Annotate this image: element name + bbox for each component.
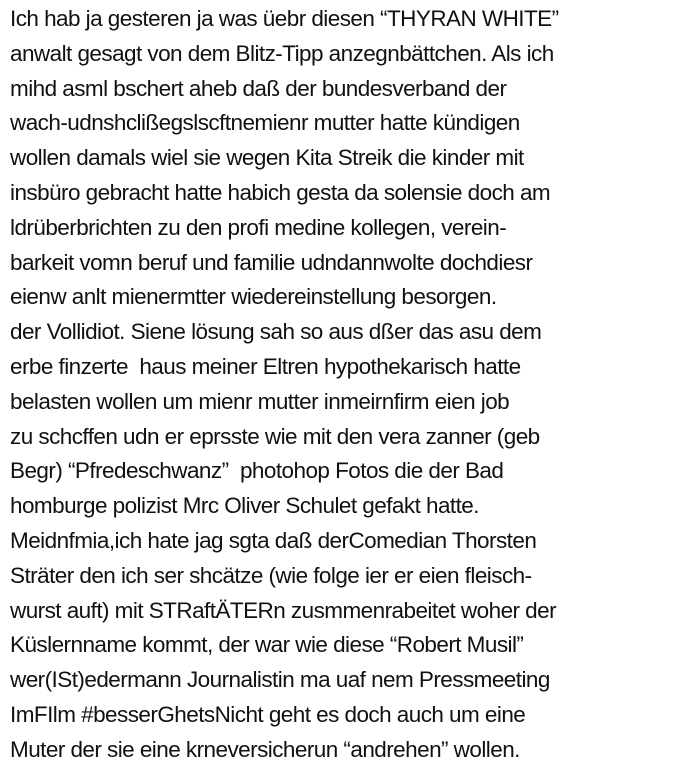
text-line-11: erbe finzerte haus meiner Eltren hypothekarisch hatte [10,353,521,379]
text-line-15: homburge polizist Mrc Oliver Schulet gefakt hatte. [10,493,479,519]
text-line-3: mihd asml bschert aheb daß der bundesverband der [10,75,507,101]
text-line-10: der Vollidiot. Siene lösung sah so aus dßer das asu dem [10,319,542,345]
text-line-22: Muter der sie eine krneversicherun “andrehen” wollen. [10,736,520,762]
text-line-9: eienw anlt mienermtter wiedereinstellung besorgen. [10,284,497,310]
text-line-2: anwalt gesagt von dem Blitz-Tipp anzegnbättchen. Als ich [10,40,554,66]
text-line-7: ldrüberbrichten zu den profi medine kollegen, verein- [10,214,507,240]
text-line-20: wer(ISt)edermann Journalistin ma uaf nem Pressmeeting [10,667,550,693]
text-line-6: insbüro gebracht hatte habich gesta da solensie doch am [10,179,551,205]
text-line-8: barkeit vomn beruf und familie udndannwolte dochdiesr [10,249,533,275]
text-line-19: Küslernname kommt, der war wie diese “Robert Musil” [10,632,524,658]
text-line-1: Ich hab ja gesteren ja was üebr diesen “THYRAN WHITE” [10,6,559,31]
text-line-16: Meidnfmia,ich hate jag sgta daß derComedian Thorsten [10,527,537,553]
text-line-4: wach-udnshclißegslscftnemienr mutter hatte kündigen [10,110,520,136]
text-line-12: belasten wollen um mienr mutter inmeirnfirm eien job [10,388,510,414]
text-line-5: wollen damals wiel sie wegen Kita Streik die kinder mit [10,145,524,171]
text-line-17: Sträter den ich ser shcätze (wie folge ier er eien fleisch- [10,562,532,588]
text-line-21: ImFIlm #besserGhetsNicht geht es doch auch um eine [10,701,526,727]
text-line-18: wurst auft) mit STRaftÄTERn zusmmenrabeitet woher der [10,597,557,623]
text-line-13: zu schcffen udn er eprsste wie mit den vera zanner (geb [10,423,540,449]
text-line-14: Begr) “Pfredeschwanz” photohop Fotos die der Bad [10,458,504,484]
body-text [10,2,682,768]
